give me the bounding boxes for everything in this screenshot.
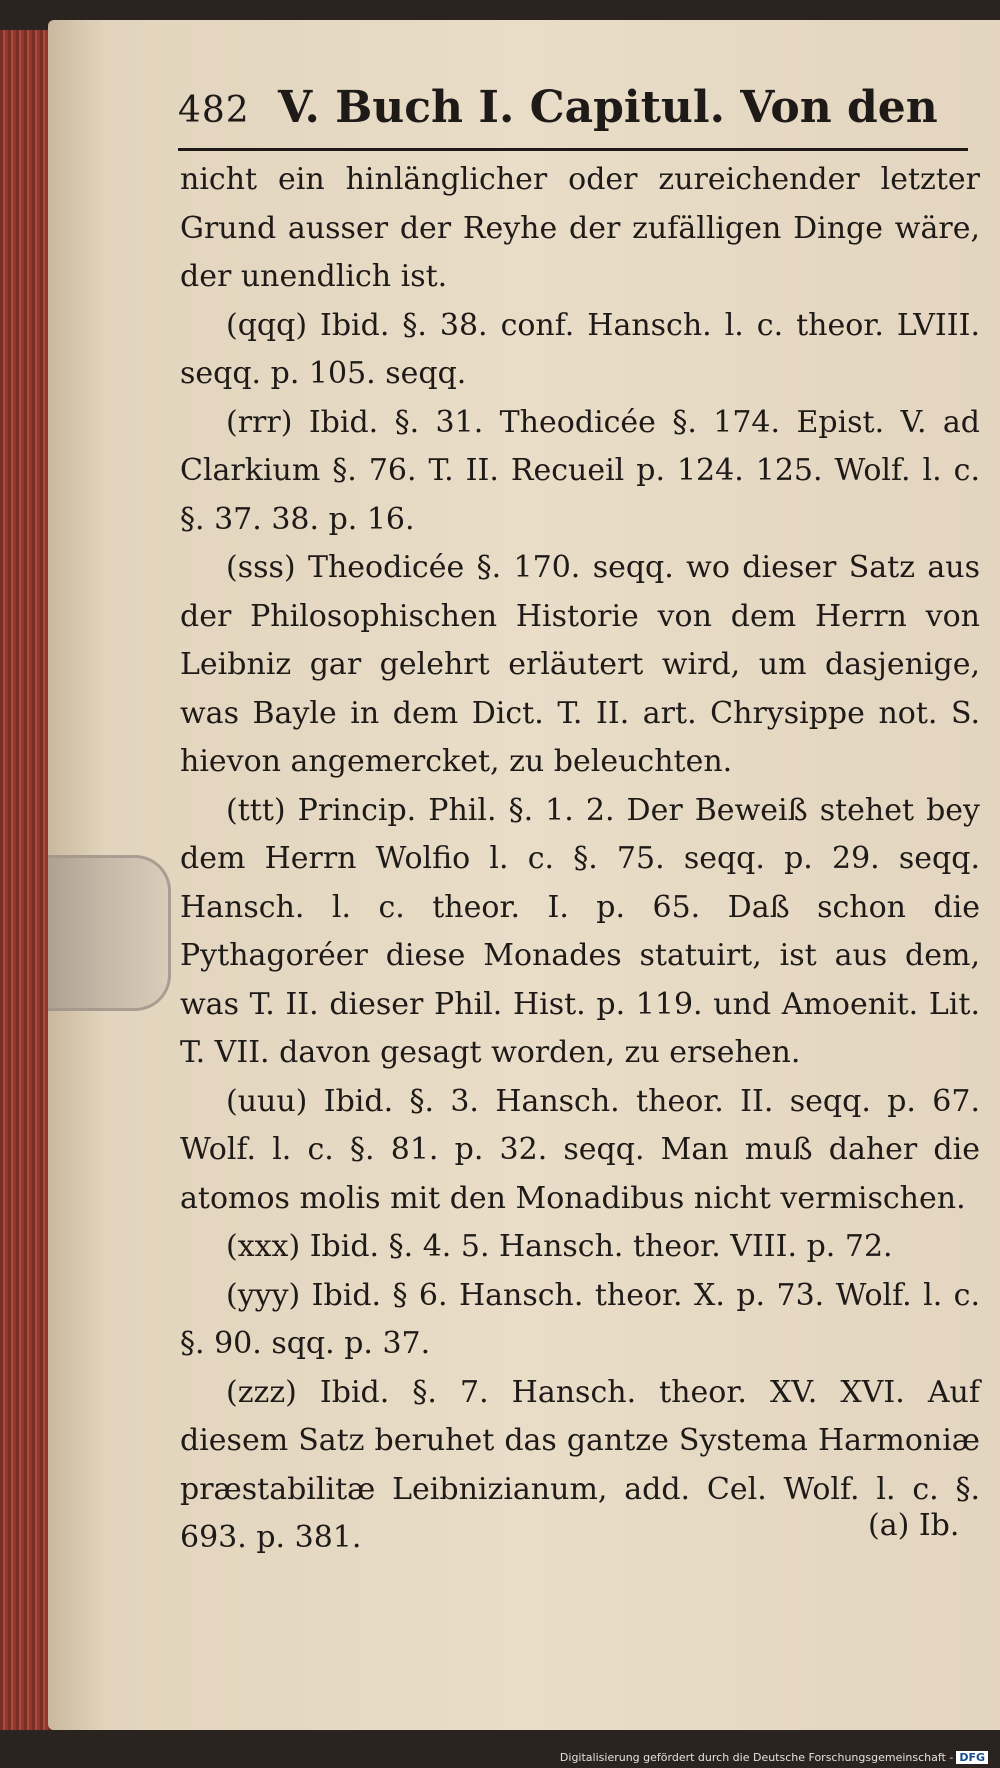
page-number: 482 [178, 90, 250, 131]
footnote-uuu: (uuu) Ibid. §. 3. Hansch. theor. II. seqq. p. 67. Wolf. l. c. §. 81. p. 32. seqq. Man muß daher die atomos molis mit den Monadibus nicht vermischen. [180, 1083, 980, 1216]
dfg-logo: DFG [956, 1751, 988, 1764]
digitization-footer [560, 1751, 988, 1764]
book-page-edges [0, 30, 55, 1730]
page-body [180, 156, 980, 1563]
footnote-sss: (sss) Theodicée §. 170. seqq. wo dieser Satz aus der Philosophischen Historie von dem Herrn von Leibniz gar gelehrt erläutert wird, um dasjenige, was Bayle in dem Dict. T. II. art. Chrysippe not. S. hievon angemercket, zu beleuchten. [180, 550, 980, 779]
footnote-rrr: (rrr) Ibid. §. 31. Theodicée §. 174. Epist. V. ad Clarkium §. 76. T. II. Recueil p. 124. 125. Wolf. l. c. §. 37. 38. p. 16. [180, 404, 980, 537]
footnote-qqq: (qqq) Ibid. §. 38. conf. Hansch. l. c. theor. LVIII. seqq. p. 105. seqq. [180, 307, 980, 391]
catchword: (a) Ib. [868, 1508, 960, 1543]
page-clip [48, 855, 171, 1011]
footnote-zzz: (zzz) Ibid. §. 7. Hansch. theor. XV. XVI. Auf diesem Satz beruhet das gantze Systema Harmoniæ præstabilitæ Leibnizianum, add. Cel. Wolf. l. c. §. 693. p. 381. [180, 1374, 980, 1555]
footnote-yyy: (yyy) Ibid. § 6. Hansch. theor. X. p. 73. Wolf. l. c. §. 90. sqq. p. 37. [180, 1277, 980, 1361]
running-head: V. Buch I. Capitul. Von den [278, 82, 938, 133]
page-header [178, 82, 968, 151]
footer-text: Digitalisierung gefördert durch die Deutsche Forschungsgemeinschaft - [559, 1751, 954, 1764]
footnote-xxx: (xxx) Ibid. §. 4. 5. Hansch. theor. VIII. p. 72. [226, 1229, 893, 1264]
continued-text: nicht ein hinlänglicher oder zureichender letzter Grund ausser der Reyhe der zufälligen Dinge wäre, der unendlich ist. [180, 162, 980, 294]
footnote-ttt: (ttt) Princip. Phil. §. 1. 2. Der Beweiß stehet bey dem Herrn Wolfio l. c. §. 75. seqq. p. 29. seqq. Hansch. l. c. theor. I. p. 65. Daß schon die Pythagoréer diese Monades statuirt, ist aus dem, was T. II. dieser Phil. Hist. p. 119. und Amoenit. Lit. T. VII. davon gesagt worden, zu ersehen. [180, 792, 980, 1070]
